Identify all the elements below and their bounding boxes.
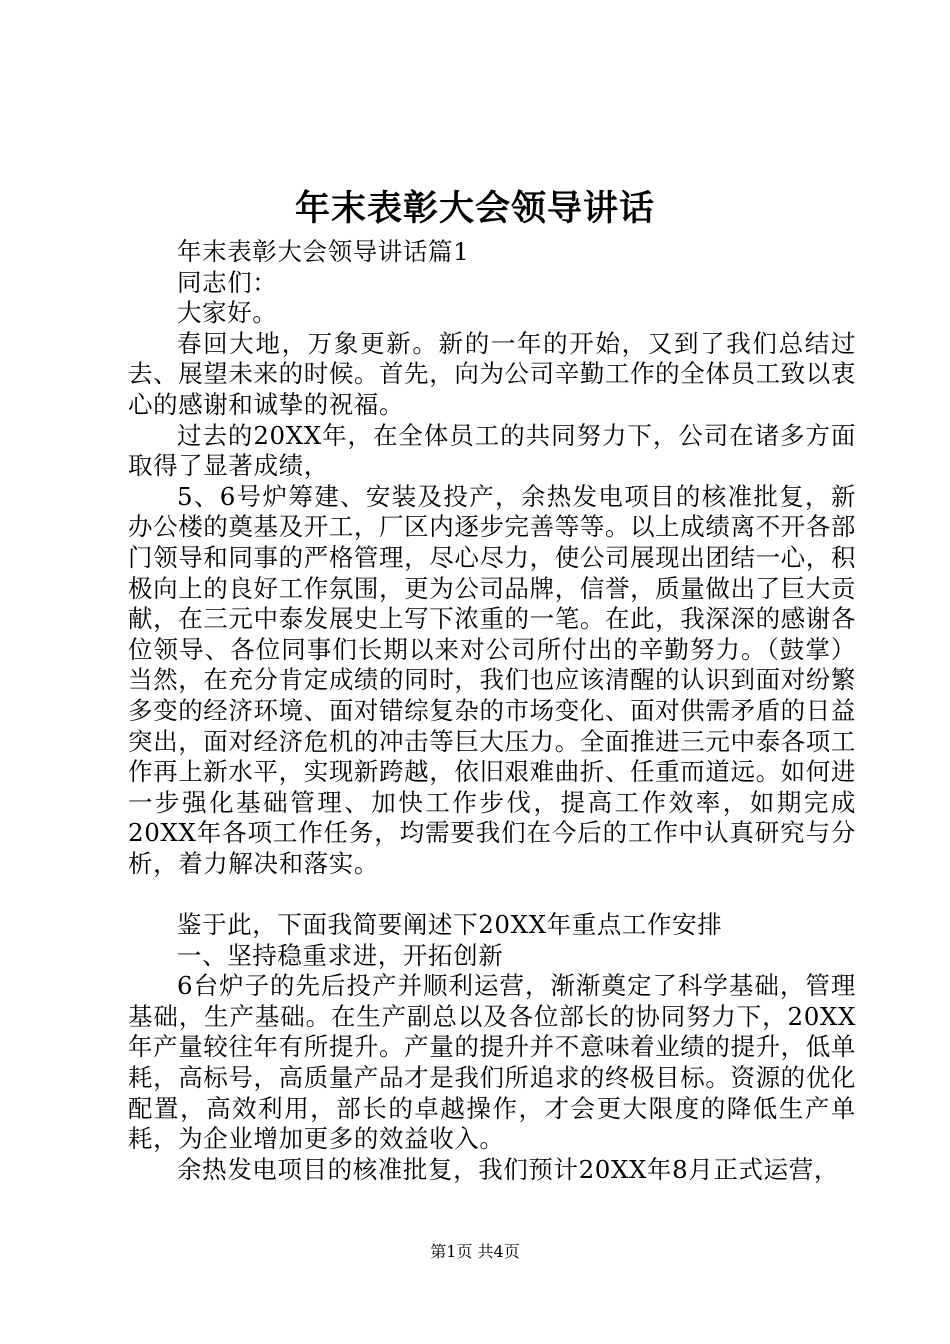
- paragraph: 余热发电项目的核准批复，我们预计20XX年8月正式运营，: [177, 1154, 839, 1184]
- section-heading: 年末表彰大会领导讲话篇1: [177, 237, 470, 266]
- paragraph: 5、6号炉筹建、安装及投产，余热发电项目的核准批复，新办公楼的奠基及开工，厂区内逐步完善等等。以上成绩离不开各部门领导和同事的严格管理，尽心尽力，使公司展现出团结一心，积极向上的良好工作氛围，更为公司品牌，信誉，质量做出了巨大贡献，在三元中泰发展史上写下浓重的一笔。在此，我深深的感谢各位领导、各位同事们长期以来对公司所付出的辛勤努力。（鼓掌）当然，在充分肯定成绩的同时，我们也应该清醒的认识到面对纷繁多变的经济环境、面对错综复杂的市场变化、面对供需矛盾的日益突出，面对经济危机的冲击等巨大压力。全面推进三元中泰各项工作再上新水平，实现新跨越，依旧艰难曲折、任重而道远。如何进一步强化基础管理、加快工作步伐，提高工作效率，如期完成20XX年各项工作任务，均需要我们在今后的工作中认真研究与分析，着力解决和落实。: [128, 481, 856, 878]
- paragraph-spacer: [128, 879, 856, 910]
- paragraph: 过去的20XX年，在全体员工的共同努力下，公司在诸多方面取得了显著成绩，: [128, 420, 856, 481]
- page-footer: 第1页 共4页: [430, 1242, 520, 1261]
- paragraph: 6台炉子的先后投产并顺利运营，渐渐奠定了科学基础，管理基础，生产基础。在生产副总以及各位部长的协同努力下，20XX年产量较往年有所提升。产量的提升并不意味着业绩的提升，低单耗，高标号，高质量产品才是我们所追求的终极目标。资源的优化配置，高效利用，部长的卓越操作，才会更大限度的降低生产单耗，为企业增加更多的效益收入。: [128, 971, 856, 1154]
- subsection-heading: 一、坚持稳重求进，开拓创新: [177, 940, 504, 970]
- document-title: 年末表彰大会领导讲话: [294, 188, 655, 229]
- document-body: [128, 237, 856, 1185]
- greeting: 大家好。: [177, 298, 278, 328]
- paragraph: 鉴于此，下面我简要阐述下20XX年重点工作安排: [177, 910, 723, 940]
- salutation: 同志们：: [177, 267, 278, 297]
- paragraph: 春回大地，万象更新。新的一年的开始，又到了我们总结过去、展望未来的时候。首先，向为公司辛勤工作的全体员工致以衷心的感谢和诚挚的祝福。: [128, 328, 856, 419]
